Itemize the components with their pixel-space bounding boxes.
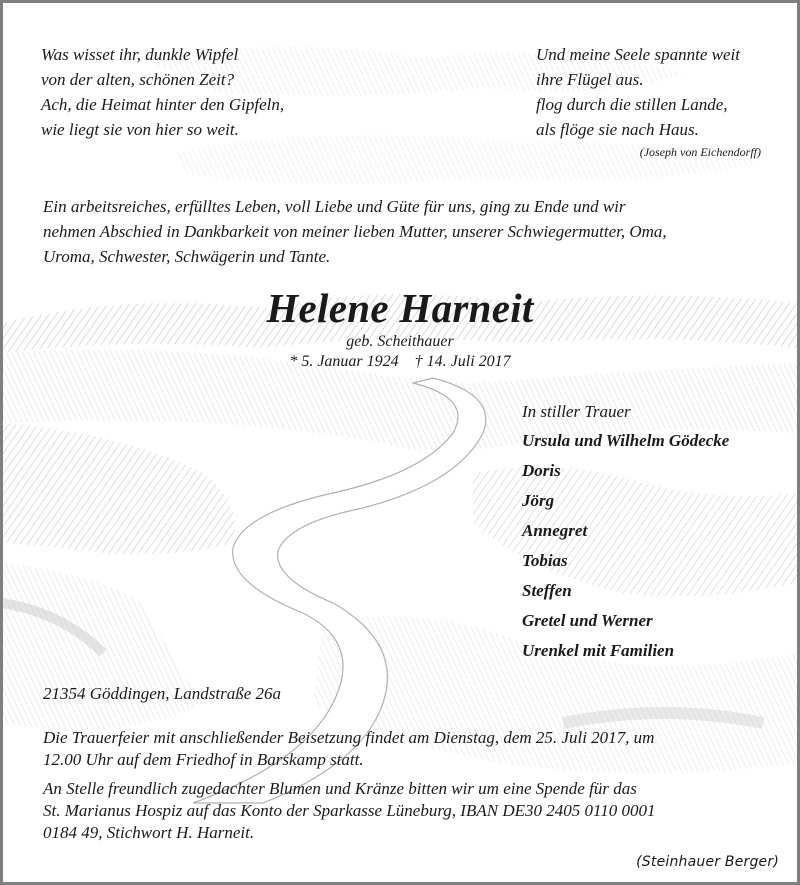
poem-attribution: (Joseph von Eichendorff) <box>639 145 761 159</box>
mourner-name: Doris <box>522 461 561 480</box>
birth-date: * 5. Januar 1924 <box>289 353 399 370</box>
life-dates <box>3 353 797 371</box>
donation-line: St. Marianus Hospiz auf das Konto der Sparkasse Lüneburg, IBAN DE30 2405 0110 0001 <box>43 801 656 820</box>
maiden-name: geb. Scheithauer <box>346 333 454 350</box>
poem-line: flog durch die stillen Lande, <box>536 95 728 114</box>
deceased-name: Helene Harneit <box>266 285 534 331</box>
donation-line: An Stelle freundlich zugedachter Blumen und Kränze bitten wir um eine Spende für das <box>43 779 637 798</box>
funeral-home-signature: (Steinhauer Berger) <box>636 854 779 870</box>
poem-line: ihre Flügel aus. <box>536 70 644 89</box>
mourners-list <box>522 426 729 666</box>
intro-line: nehmen Abschied in Dankbarkeit von meiner lieben Mutter, unserer Schwiegermutter, Oma, <box>43 222 667 241</box>
death-date: † 14. Juli 2017 <box>414 353 511 370</box>
mourning-heading: In stiller Trauer <box>522 402 631 421</box>
poem-line: von der alten, schönen Zeit? <box>41 70 235 89</box>
mourner-name: Gretel und Werner <box>522 611 653 630</box>
mourner-name: Ursula und Wilhelm Gödecke <box>522 431 730 450</box>
poem-line: Und meine Seele spannte weit <box>536 45 740 64</box>
intro-line: Ein arbeitsreiches, erfülltes Leben, voll Liebe und Güte für uns, ging zu Ende und wir <box>43 197 626 216</box>
service-line: Die Trauerfeier mit anschließender Beisetzung findet am Dienstag, dem 25. Juli 2017, um <box>43 728 655 747</box>
donation-notice <box>43 778 655 844</box>
poem-right <box>536 42 740 142</box>
poem-line: als flöge sie nach Haus. <box>536 120 699 139</box>
family-address: 21354 Göddingen, Landstraße 26a <box>43 684 281 703</box>
poem-line: wie liegt sie von hier so weit. <box>41 120 239 139</box>
intro-paragraph <box>43 194 667 269</box>
service-line: 12.00 Uhr auf dem Friedhof in Barskamp statt. <box>43 750 364 769</box>
mourner-name: Jörg <box>522 491 555 510</box>
mourner-name: Tobias <box>522 551 568 570</box>
mourner-name: Urenkel mit Familien <box>522 641 675 660</box>
mourner-name: Steffen <box>522 581 572 600</box>
intro-line: Uroma, Schwester, Schwägerin und Tante. <box>43 247 331 266</box>
donation-line: 0184 49, Stichwort H. Harneit. <box>43 823 255 842</box>
poem-left <box>41 42 284 142</box>
mourner-name: Annegret <box>522 521 588 540</box>
funeral-service-notice <box>43 727 654 771</box>
poem-line: Was wisset ihr, dunkle Wipfel <box>41 45 239 64</box>
poem-line: Ach, die Heimat hinter den Gipfeln, <box>41 95 285 114</box>
